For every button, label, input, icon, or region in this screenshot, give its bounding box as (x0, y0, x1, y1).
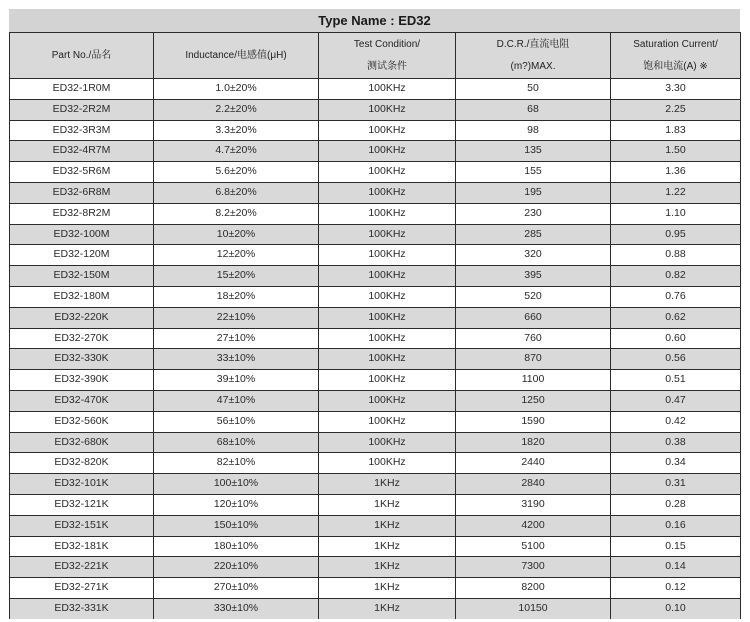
inductance-cell: 22±10% (154, 307, 319, 328)
inductance-cell: 27±10% (154, 328, 319, 349)
inductance-cell: 6.8±20% (154, 182, 319, 203)
test-condition-cell: 100KHz (319, 182, 456, 203)
dcr-cell: 1820 (456, 432, 611, 453)
part-no-cell: ED32-2R2M (10, 99, 154, 120)
inductance-cell: 330±10% (154, 598, 319, 618)
part-no-cell: ED32-470K (10, 390, 154, 411)
inductance-cell: 82±10% (154, 453, 319, 474)
inductance-cell: 4.7±20% (154, 141, 319, 162)
dcr-cell: 1590 (456, 411, 611, 432)
test-condition-cell: 1KHz (319, 598, 456, 618)
inductance-cell: 33±10% (154, 349, 319, 370)
table-row (10, 286, 741, 307)
test-condition-cell: 100KHz (319, 286, 456, 307)
table-row (10, 515, 741, 536)
part-no-cell: ED32-181K (10, 536, 154, 557)
saturation-current-cell: 0.60 (611, 328, 741, 349)
test-condition-cell: 100KHz (319, 203, 456, 224)
table-row (10, 453, 741, 474)
inductance-cell: 150±10% (154, 515, 319, 536)
part-no-cell: ED32-220K (10, 307, 154, 328)
saturation-current-cell: 0.16 (611, 515, 741, 536)
table-row (10, 349, 741, 370)
saturation-current-cell: 0.12 (611, 578, 741, 599)
table-row (10, 411, 741, 432)
inductance-cell: 120±10% (154, 494, 319, 515)
inductance-cell: 2.2±20% (154, 99, 319, 120)
saturation-current-cell: 0.51 (611, 370, 741, 391)
saturation-current-cell: 0.34 (611, 453, 741, 474)
dcr-cell: 10150 (456, 598, 611, 618)
test-condition-cell: 1KHz (319, 578, 456, 599)
table-row (10, 370, 741, 391)
test-condition-cell: 100KHz (319, 162, 456, 183)
test-condition-cell: 100KHz (319, 349, 456, 370)
test-condition-cell: 100KHz (319, 99, 456, 120)
saturation-current-cell: 1.83 (611, 120, 741, 141)
dcr-cell: 1250 (456, 390, 611, 411)
test-condition-cell: 100KHz (319, 79, 456, 100)
table-row (10, 245, 741, 266)
test-condition-cell: 100KHz (319, 370, 456, 391)
table-row (10, 494, 741, 515)
dcr-cell: 1100 (456, 370, 611, 391)
saturation-current-cell: 0.62 (611, 307, 741, 328)
test-condition-cell: 1KHz (319, 536, 456, 557)
test-condition-cell: 1KHz (319, 474, 456, 495)
part-no-cell: ED32-221K (10, 557, 154, 578)
part-no-cell: ED32-151K (10, 515, 154, 536)
table-row (10, 557, 741, 578)
dcr-cell: 760 (456, 328, 611, 349)
inductance-cell: 100±10% (154, 474, 319, 495)
test-condition-cell: 100KHz (319, 432, 456, 453)
inductance-cell: 56±10% (154, 411, 319, 432)
test-condition-cell: 100KHz (319, 453, 456, 474)
dcr-cell: 135 (456, 141, 611, 162)
table-row (10, 99, 741, 120)
saturation-current-cell: 3.30 (611, 79, 741, 100)
saturation-current-cell: 2.25 (611, 99, 741, 120)
inductance-cell: 1.0±20% (154, 79, 319, 100)
part-no-cell: ED32-390K (10, 370, 154, 391)
dcr-cell: 2840 (456, 474, 611, 495)
dcr-cell: 230 (456, 203, 611, 224)
test-condition-cell: 100KHz (319, 120, 456, 141)
dcr-cell: 4200 (456, 515, 611, 536)
saturation-current-cell: 0.88 (611, 245, 741, 266)
part-no-cell: ED32-100M (10, 224, 154, 245)
inductance-cell: 15±20% (154, 266, 319, 287)
test-condition-cell: 100KHz (319, 390, 456, 411)
part-no-cell: ED32-271K (10, 578, 154, 599)
table-row (10, 162, 741, 183)
saturation-current-cell: 0.38 (611, 432, 741, 453)
part-no-cell: ED32-8R2M (10, 203, 154, 224)
dcr-cell: 7300 (456, 557, 611, 578)
part-no-cell: ED32-331K (10, 598, 154, 618)
inductance-cell: 18±20% (154, 286, 319, 307)
part-no-cell: ED32-121K (10, 494, 154, 515)
inductance-cell: 3.3±20% (154, 120, 319, 141)
header-part-no-label: Part No./品名 (51, 49, 112, 61)
dcr-cell: 285 (456, 224, 611, 245)
saturation-current-cell: 0.28 (611, 494, 741, 515)
part-no-cell: ED32-101K (10, 474, 154, 495)
inductance-cell: 39±10% (154, 370, 319, 391)
test-condition-cell: 100KHz (319, 224, 456, 245)
saturation-current-cell: 0.15 (611, 536, 741, 557)
saturation-current-cell: 1.36 (611, 162, 741, 183)
part-no-cell: ED32-3R3M (10, 120, 154, 141)
saturation-current-cell: 0.56 (611, 349, 741, 370)
inductance-cell: 220±10% (154, 557, 319, 578)
test-condition-cell: 100KHz (319, 141, 456, 162)
inductance-cell: 12±20% (154, 245, 319, 266)
table-row (10, 328, 741, 349)
dcr-cell: 2440 (456, 453, 611, 474)
header-saturation-current-line2: 饱和电流(A) ※ (643, 60, 708, 72)
header-dcr (456, 33, 611, 79)
table-row (10, 182, 741, 203)
part-no-cell: ED32-1R0M (10, 79, 154, 100)
header-dcr-line1: D.C.R./直流电阻 (496, 38, 570, 50)
dcr-cell: 870 (456, 349, 611, 370)
saturation-current-cell: 0.95 (611, 224, 741, 245)
table-row (10, 598, 741, 618)
header-saturation-current-line1: Saturation Current/ (633, 38, 718, 50)
table-row (10, 79, 741, 100)
header-saturation-current (611, 33, 741, 79)
saturation-current-cell: 0.10 (611, 598, 741, 618)
saturation-current-cell: 0.82 (611, 266, 741, 287)
part-no-cell: ED32-330K (10, 349, 154, 370)
part-no-cell: ED32-180M (10, 286, 154, 307)
dcr-cell: 320 (456, 245, 611, 266)
test-condition-cell: 100KHz (319, 328, 456, 349)
part-no-cell: ED32-680K (10, 432, 154, 453)
dcr-cell: 98 (456, 120, 611, 141)
test-condition-cell: 100KHz (319, 411, 456, 432)
dcr-cell: 395 (456, 266, 611, 287)
inductance-cell: 68±10% (154, 432, 319, 453)
table-row (10, 266, 741, 287)
part-no-cell: ED32-5R6M (10, 162, 154, 183)
saturation-current-cell: 0.31 (611, 474, 741, 495)
dcr-cell: 68 (456, 99, 611, 120)
part-no-cell: ED32-820K (10, 453, 154, 474)
part-no-cell: ED32-270K (10, 328, 154, 349)
table-row (10, 120, 741, 141)
table-row (10, 307, 741, 328)
spec-table (9, 32, 741, 619)
dcr-cell: 8200 (456, 578, 611, 599)
dcr-cell: 520 (456, 286, 611, 307)
header-dcr-line2: (m?)MAX. (510, 60, 556, 72)
table-row (10, 203, 741, 224)
dcr-cell: 3190 (456, 494, 611, 515)
dcr-cell: 195 (456, 182, 611, 203)
header-test-condition-line1: Test Condition/ (353, 38, 421, 50)
table-row (10, 390, 741, 411)
inductance-cell: 270±10% (154, 578, 319, 599)
saturation-current-cell: 0.42 (611, 411, 741, 432)
saturation-current-cell: 1.10 (611, 203, 741, 224)
part-no-cell: ED32-4R7M (10, 141, 154, 162)
header-part-no (10, 33, 154, 79)
type-name-title: Type Name : ED32 (9, 9, 740, 32)
dcr-cell: 50 (456, 79, 611, 100)
saturation-current-cell: 1.22 (611, 182, 741, 203)
table-row (10, 224, 741, 245)
header-test-condition (319, 33, 456, 79)
table-row (10, 141, 741, 162)
table-body (10, 79, 741, 619)
table-row (10, 578, 741, 599)
header-inductance-label: Inductance/电感值(μH) (185, 49, 287, 61)
part-no-cell: ED32-150M (10, 266, 154, 287)
test-condition-cell: 1KHz (319, 557, 456, 578)
inductance-cell: 47±10% (154, 390, 319, 411)
dcr-cell: 660 (456, 307, 611, 328)
dcr-cell: 5100 (456, 536, 611, 557)
part-no-cell: ED32-560K (10, 411, 154, 432)
inductance-cell: 180±10% (154, 536, 319, 557)
part-no-cell: ED32-120M (10, 245, 154, 266)
saturation-current-cell: 0.47 (611, 390, 741, 411)
saturation-current-cell: 0.76 (611, 286, 741, 307)
test-condition-cell: 1KHz (319, 515, 456, 536)
test-condition-cell: 1KHz (319, 494, 456, 515)
header-inductance (154, 33, 319, 79)
inductance-cell: 8.2±20% (154, 203, 319, 224)
test-condition-cell: 100KHz (319, 307, 456, 328)
saturation-current-cell: 0.14 (611, 557, 741, 578)
header-row (10, 33, 741, 79)
table-row (10, 536, 741, 557)
spec-sheet (9, 9, 740, 619)
dcr-cell: 155 (456, 162, 611, 183)
header-test-condition-line2: 测试条件 (367, 60, 407, 72)
table-row (10, 474, 741, 495)
inductance-cell: 10±20% (154, 224, 319, 245)
test-condition-cell: 100KHz (319, 245, 456, 266)
saturation-current-cell: 1.50 (611, 141, 741, 162)
test-condition-cell: 100KHz (319, 266, 456, 287)
part-no-cell: ED32-6R8M (10, 182, 154, 203)
table-row (10, 432, 741, 453)
inductance-cell: 5.6±20% (154, 162, 319, 183)
